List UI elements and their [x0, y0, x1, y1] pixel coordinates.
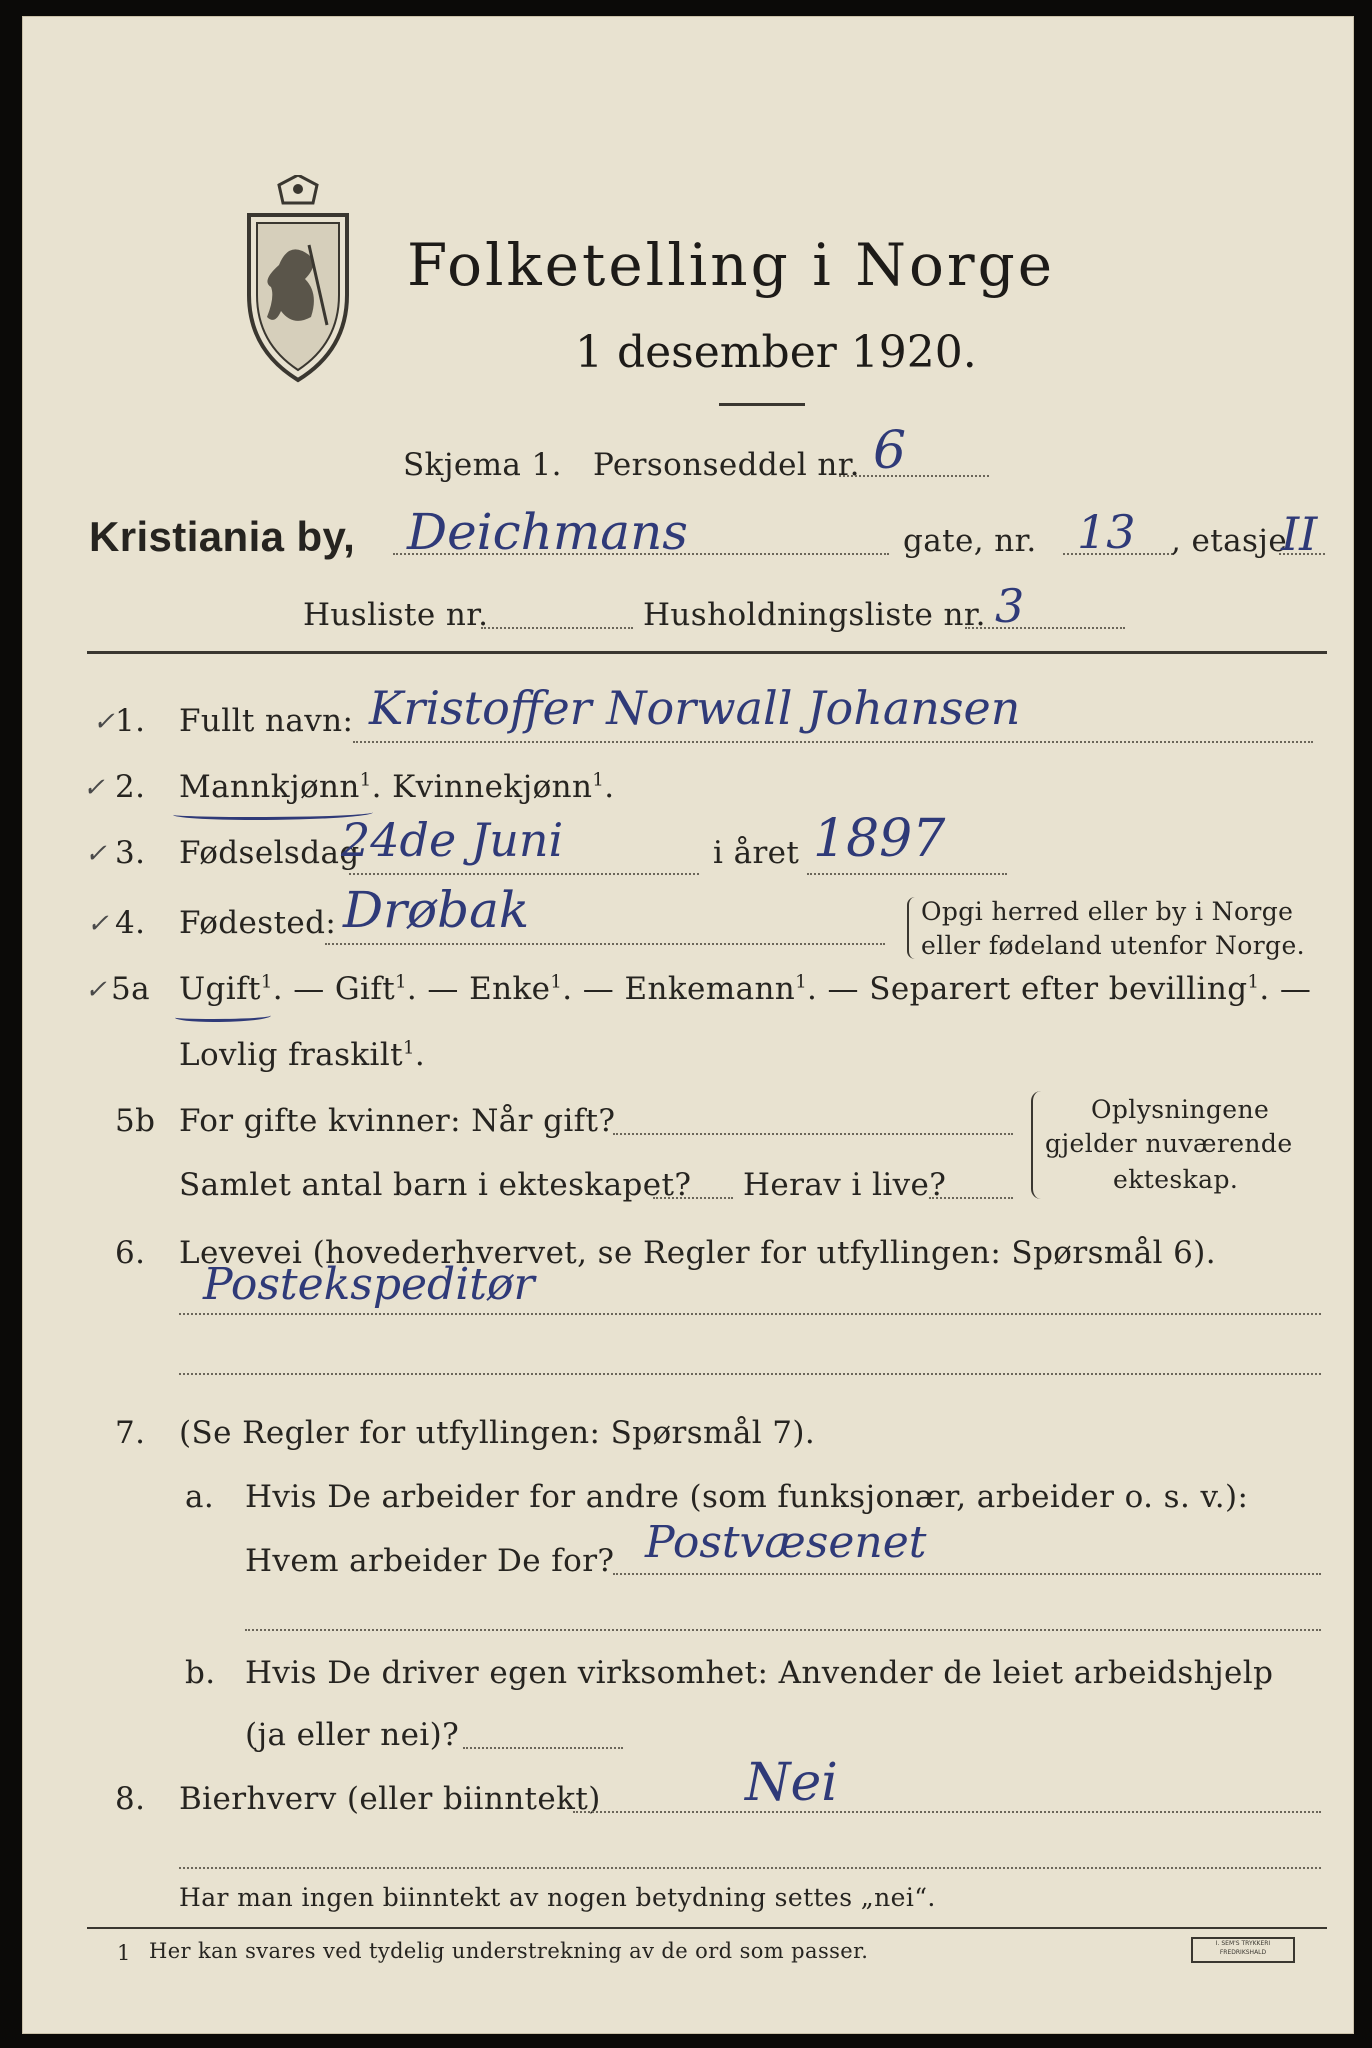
q5a-enke-option[interactable]: . — Enke — [406, 971, 551, 1007]
q1-name-field[interactable] — [353, 741, 1313, 743]
q7a-line1: Hvis De arbeider for andre (som funksjonær, arbeider o. s. v.): — [245, 1479, 1249, 1515]
q3-number: 3. — [115, 835, 146, 871]
q2-options: Mannkjønn$^1$. Kvinnekjønn$^1$. — [179, 769, 615, 805]
q5b-alive-label: Herav i live? — [743, 1167, 947, 1203]
q6-occupation-value: Postekspeditør — [203, 1259, 535, 1310]
q5a-check-mark: ✓ — [85, 975, 107, 1005]
q4-check-mark: ✓ — [87, 909, 109, 939]
q5b-children-field[interactable] — [653, 1197, 733, 1199]
q4-note-line2: eller fødeland utenfor Norge. — [921, 931, 1305, 960]
q5b-children-label: Samlet antal barn i ekteskapet? — [179, 1167, 692, 1203]
q7-number: 7. — [115, 1415, 146, 1451]
q4-birthplace-value: Drøbak — [343, 881, 530, 939]
q3-label: Fødselsdag — [179, 835, 360, 871]
skjema-label: Skjema 1. — [403, 447, 562, 483]
footnote-mark: 1 — [117, 1941, 131, 1965]
personseddel-field[interactable] — [839, 475, 989, 477]
q3-day-value: 24de Juni — [341, 813, 564, 867]
q5a-gift-option[interactable]: . — Gift — [272, 971, 396, 1007]
q7a-employer-value: Postvæsenet — [645, 1517, 927, 1568]
etasje-label: , etasje — [1171, 523, 1288, 559]
printer-stamp: I. SEM'S TRYKKERI FREDRIKSHALD — [1191, 1937, 1295, 1963]
q5b-note-line1: Oplysningene — [1091, 1095, 1270, 1124]
gate-nr-value: 13 — [1077, 505, 1136, 559]
q2-female-option[interactable]: Kvinnekjønn — [392, 769, 593, 805]
q5b-note-line2: gjelder nuværende — [1045, 1129, 1293, 1158]
q5b-note-line3: ekteskap. — [1113, 1165, 1239, 1194]
q5a-ugift-option[interactable]: Ugift — [179, 971, 261, 1007]
q5b-note-brace — [1031, 1091, 1041, 1199]
q3-day-field[interactable] — [349, 873, 699, 875]
q1-number: 1. — [115, 703, 146, 739]
census-date: 1 desember 1920. — [575, 327, 977, 378]
personseddel-label: Personseddel nr. — [593, 447, 860, 483]
q4-note-line1: Opgi herred eller by i Norge — [921, 897, 1294, 926]
q6-label: Levevei (hovederhvervet, se Regler for utfyllingen: Spørsmål 6). — [179, 1235, 1217, 1271]
q5a-fraskilt-option[interactable]: Lovlig fraskilt$^1$. — [179, 1037, 426, 1073]
q8-label: Bierhverv (eller biinntekt) — [179, 1781, 601, 1817]
husholdningsliste-label: Husholdningsliste nr. — [643, 597, 986, 633]
q7a-extra-field[interactable] — [245, 1629, 1321, 1631]
husholdningsliste-field[interactable] — [965, 627, 1125, 629]
q7b-answer-field[interactable] — [463, 1747, 623, 1749]
q8-note: Har man ingen biinntekt av nogen betydning settes „nei“. — [179, 1883, 936, 1912]
census-form-sheet — [22, 16, 1354, 2034]
q7a-employer-field[interactable] — [613, 1573, 1321, 1575]
q7b-number: b. — [185, 1655, 216, 1691]
city-label: Kristiania by, — [89, 513, 356, 560]
q4-number: 4. — [115, 905, 146, 941]
q8-extra-field[interactable] — [179, 1867, 1321, 1869]
q6-number: 6. — [115, 1235, 146, 1271]
q6-occupation-field[interactable] — [179, 1313, 1321, 1315]
section-divider — [87, 651, 1327, 654]
q8-side-income-value: Nei — [745, 1753, 838, 1813]
q6-extra-field[interactable] — [179, 1373, 1321, 1375]
q2-check-mark: ✓ — [83, 773, 105, 803]
q7a-employer-label: Hvem arbeider De for? — [245, 1543, 615, 1579]
footnote-divider — [87, 1927, 1327, 1929]
norwegian-coat-of-arms-icon — [239, 175, 357, 385]
footnote-text: Her kan svares ved tydelig understrekning av de ord som passer. — [149, 1939, 869, 1963]
q1-label: Fullt navn: — [179, 703, 354, 739]
q3-check-mark: ✓ — [85, 839, 107, 869]
q8-number: 8. — [115, 1781, 146, 1817]
q3-year-label: i året — [713, 835, 800, 871]
q7a-number: a. — [185, 1479, 215, 1515]
gate-nr-label: gate, nr. — [903, 523, 1037, 559]
q8-side-income-field[interactable] — [573, 1811, 1321, 1813]
q7-label: (Se Regler for utfyllingen: Spørsmål 7). — [179, 1415, 816, 1451]
q4-birthplace-field[interactable] — [325, 943, 885, 945]
q5a-options: Ugift$^1$. — Gift$^1$. — Enke$^1$. — Enkemann$^1$. — Separert efter bevilling$^1$. — — [179, 971, 1312, 1007]
husliste-label: Husliste nr. — [303, 597, 489, 633]
q7b-label: (ja eller nei)? — [245, 1717, 460, 1753]
q5b-alive-field[interactable] — [929, 1197, 1013, 1199]
q5a-ugift-underline — [175, 1011, 271, 1022]
q1-name-value: Kristoffer Norwall Johansen — [369, 681, 1021, 735]
form-title: Folketelling i Norge — [407, 231, 1056, 299]
q1-check-mark: ✓ — [93, 707, 115, 737]
q4-note-brace — [907, 897, 915, 959]
street-value: Deichmans — [407, 503, 688, 561]
q3-year-field[interactable] — [807, 873, 1007, 875]
q4-label: Fødested: — [179, 905, 337, 941]
q7b-line1: Hvis De driver egen virksomhet: Anvender de leiet arbeidshjelp — [245, 1655, 1274, 1691]
husholdningsliste-value: 3 — [995, 579, 1025, 633]
title-divider — [719, 403, 805, 406]
q5b-number: 5b — [115, 1103, 156, 1139]
q5a-number: 5a — [111, 971, 151, 1007]
q2-number: 2. — [115, 769, 146, 805]
personseddel-value: 6 — [873, 421, 907, 481]
q5a-separert-option[interactable]: . — Separert efter bevilling — [807, 971, 1248, 1007]
q2-male-option[interactable]: Mannkjønn — [179, 769, 360, 805]
q5b-married-field[interactable] — [613, 1133, 1013, 1135]
q3-year-value: 1897 — [813, 809, 946, 869]
husliste-field[interactable] — [481, 627, 633, 629]
q5b-married-label: For gifte kvinner: Når gift? — [179, 1103, 616, 1139]
etasje-value: II — [1281, 507, 1318, 561]
q5a-enkemann-option[interactable]: . — Enkemann — [562, 971, 796, 1007]
